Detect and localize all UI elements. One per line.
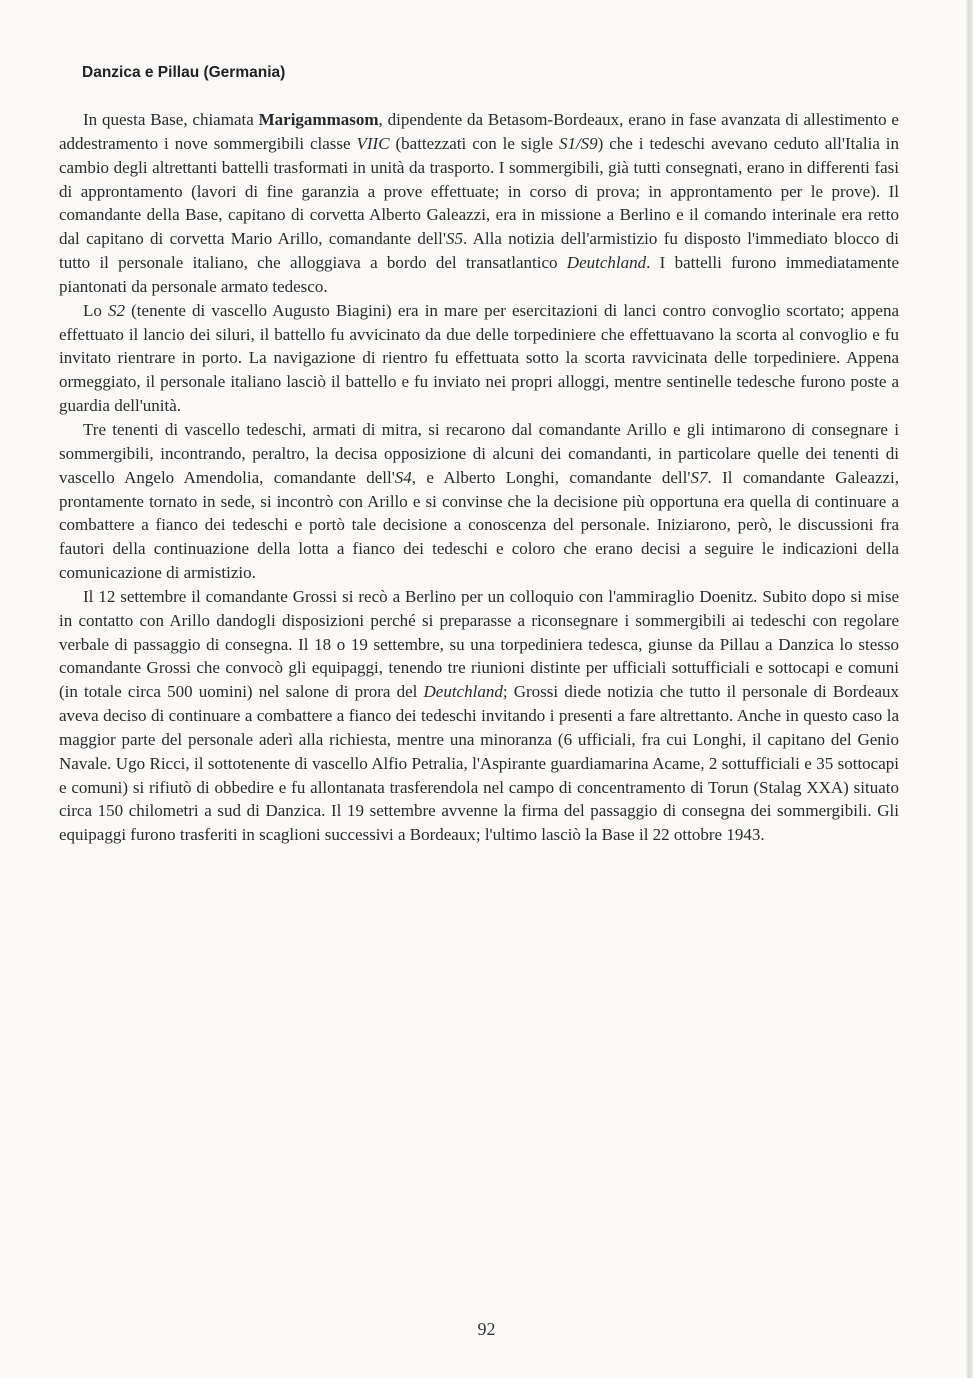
italic-term: Deutchland xyxy=(566,253,647,273)
paragraph-text: Lo xyxy=(83,300,109,320)
paragraph-text: ; Grossi diede notizia che tutto il personale di Bordeaux aveva deciso di continuare a combattere a fianco dei tedeschi invitando i presenti a fare altrettanto. Anche in questo caso la maggior parte del personale aderì alla richiesta, mentre una minoranza (6 ufficiali, fra cui Longhi, il capitano del Genio Navale. Ugo Ricci, il sottotenente di vascello Alfio Petralia, l'Aspirante guardiamarina Acame, 2 sottufficiali e 35 sottocapi e comuni) si rifiutò di obbedire e fu allontanata trasferendola nel campo di concentramento di Torun (Stalag XXA) situato circa 150 chilometri a sud di Danzica. Il 19 settembre avvenne la firma del passaggio di consegna dei sommergibili. Gli equipaggi furono trasferiti in scaglioni successivi a Bordeaux; l'ultimo lasciò la Base il 22 ottobre 1943. xyxy=(59,682,899,845)
page-edge-shadow xyxy=(966,0,973,1378)
italic-term: S1/S9 xyxy=(558,133,598,153)
italic-term: S7 xyxy=(690,467,708,487)
italic-term: Deutchland xyxy=(423,682,503,702)
page-body xyxy=(59,64,899,847)
italic-term: S4 xyxy=(394,467,412,487)
paragraph xyxy=(59,585,899,847)
paragraph-text: Il 12 settembre il comandante Grossi si recò a Berlino per un colloquio con l'ammiraglio Doenitz. Subito dopo si mise in contatto con Arillo dandogli disposizioni perché si preparasse a riconsegnare i sommergibili ai tedeschi con regolare verbale di passaggio di consegna. Il 18 o 19 settembre, su una torpediniera tedesca, giunse da Pillau a Danzica lo stesso comandante Grossi che convocò gli equipaggi, tenendo tre riunioni distinte per ufficiali sottufficiali e sottocapi e comuni (in totale circa 500 uomini) nel salone di prora del xyxy=(59,586,899,702)
paragraph-text: , dipendente da Betasom-Bordeaux, erano in fase avanzata di allestimento e addestramento i nove sommergibili classe xyxy=(59,110,899,153)
paragraph xyxy=(59,418,899,585)
paragraph xyxy=(59,108,899,299)
section-heading: Danzica e Pillau (Germania) xyxy=(82,64,286,81)
bold-term: Marigammasom xyxy=(258,110,379,129)
paragraph-text: , e Alberto Longhi, comandante dell' xyxy=(411,467,691,487)
paragraph-text: . Il comandante Galeazzi, prontamente tornato in sede, si incontrò con Arillo e si convinse che la decisione più opportuna era quella di continuare a combattere a fianco dei tedeschi e portò tale decisione a conoscenza del personale. Iniziarono, però, le discussioni fra fautori della continuazione della lotta a fianco dei tedeschi e coloro che erano decisi a seguire le indicazioni della comunicazione di armistizio. xyxy=(59,467,900,583)
paragraph-text: (battezzati con le sigle xyxy=(389,133,559,153)
paragraph xyxy=(59,299,899,418)
paragraph-text: ) che i tedeschi avevano ceduto all'Italia in cambio degli altrettanti battelli trasformati in unità da trasporto. I sommergibili, già tutti consegnati, erano in differenti fasi di approntamento (lavori di fine garanzia a prove effettuate; in corso di prova; in approntamento per le prove). Il comandante della Base, capitano di corvetta Alberto Galeazzi, era in missione a Berlino e il comando interinale era retto dal capitano di corvetta Mario Arillo, comandante dell' xyxy=(59,133,900,249)
paragraph-text: . I battelli furono immediatamente piantonati da personale armato tedesco. xyxy=(59,253,899,296)
italic-term: VIIC xyxy=(356,133,390,153)
paragraph-text: (tenente di vascello Augusto Biagini) era in mare per esercitazioni di lanci contro convoglio scortato; appena effettuato il lancio dei siluri, il battello fu avvicinato da due delle torpediniere che effettuavano la scorta al convoglio e fu invitato rientrare in porto. La navigazione di rientro fu effettuata sotto la scorta ravvicinata delle torpediniere. Appena ormeggiato, il personale italiano lasciò il battello e fu inviato nei propri alloggi, mentre sentinelle tedesche furono poste a guardia dell'unità. xyxy=(59,300,899,416)
italic-term: S2 xyxy=(108,300,126,320)
text-body xyxy=(59,108,899,847)
page-number: 92 xyxy=(477,1319,496,1339)
italic-term: S5 xyxy=(445,229,463,249)
paragraph-text: Tre tenenti di vascello tedeschi, armati di mitra, si recarono dal comandante Arillo e gli intimarono di consegnare i sommergibili, incontrando, peraltro, la decisa opposizione di alcuni dei comandanti, in particolare quelle dei tenenti di vascello Angelo Amendolia, comandante dell' xyxy=(59,419,899,487)
paragraph-text: . Alla notizia dell'armistizio fu disposto l'immediato blocco di tutto il personale italiano, che alloggiava a bordo del transatlantico xyxy=(59,229,900,273)
paragraph-text: In questa Base, chiamata xyxy=(83,110,259,129)
